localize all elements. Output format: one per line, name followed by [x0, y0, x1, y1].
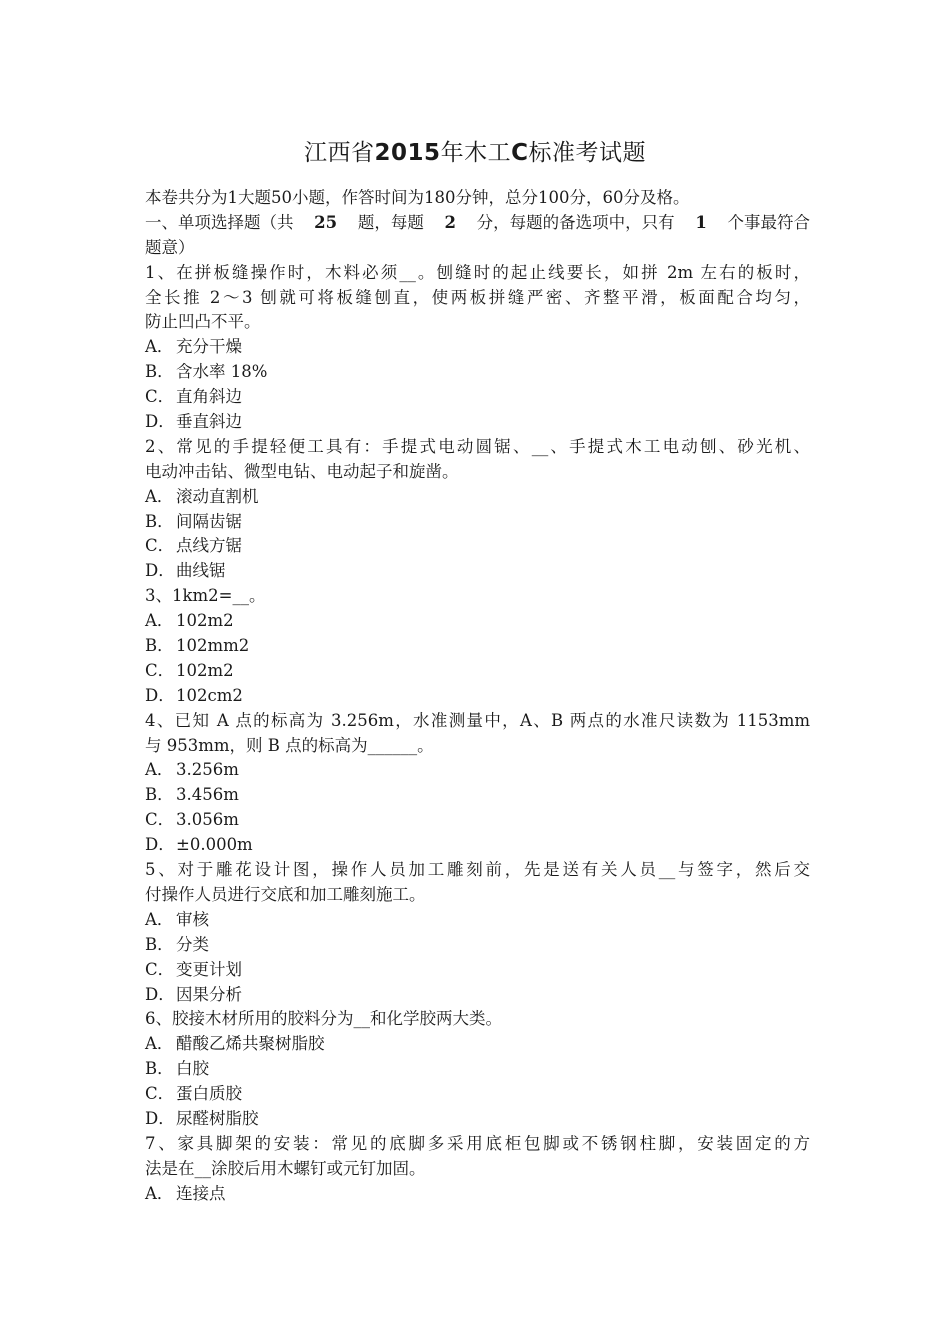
answer-option — [145, 783, 810, 808]
answer-option — [145, 958, 810, 983]
question-block — [145, 261, 810, 435]
option-text: ±0.000m — [176, 835, 253, 855]
question-text: 5、对于雕花设计图，操作人员加工雕刻前，先是送有关人员__与签字，然后交 — [145, 860, 810, 880]
option-letter: D． — [145, 1108, 175, 1128]
question-block — [145, 435, 810, 584]
question-text: 3、1km2=__。 — [145, 586, 266, 606]
title-part-1: 江西省 — [304, 140, 375, 166]
option-letter: C． — [145, 1084, 175, 1104]
answer-option — [145, 933, 810, 958]
option-text: 102cm2 — [176, 685, 243, 705]
option-text: 102mm2 — [176, 636, 250, 656]
question-block — [145, 1132, 810, 1207]
question-text: 法是在__涂胶后用木螺钉或元钉加固。 — [145, 1158, 426, 1178]
option-text: 尿醛树脂胶 — [176, 1108, 259, 1128]
title-part-5: 标准考试题 — [528, 140, 646, 166]
question-text: 与 953mm，则 B 点的标高为______。 — [145, 735, 434, 755]
answer-option — [145, 758, 810, 783]
section-answer-count: 1 — [695, 212, 707, 232]
answer-option — [145, 1182, 810, 1207]
option-letter: D． — [145, 984, 175, 1004]
document-body — [145, 186, 810, 1207]
option-text: 分类 — [176, 934, 209, 954]
question-block — [145, 584, 810, 708]
option-text: 直角斜边 — [176, 387, 242, 407]
option-text: 3.056m — [176, 810, 239, 830]
option-letter: B． — [145, 934, 174, 954]
option-letter: A． — [145, 909, 174, 929]
question-block — [145, 709, 810, 858]
option-text: 醋酸乙烯共聚树脂胶 — [176, 1034, 325, 1054]
option-letter: B． — [145, 636, 174, 656]
section-text: 一、单项选择题（共 — [145, 212, 294, 232]
answer-option — [145, 485, 810, 510]
title-grade: C — [511, 140, 529, 166]
answer-option — [145, 833, 810, 858]
option-letter: A． — [145, 337, 174, 357]
option-text: 3.256m — [176, 760, 239, 780]
section-heading — [145, 211, 810, 236]
section-text: 分，每题的备选项中，只有 — [476, 212, 675, 232]
question-text: 付操作人员进行交底和加工雕刻施工。 — [145, 884, 426, 904]
question-block — [145, 1007, 810, 1131]
answer-option — [145, 534, 810, 559]
title-year: 2015 — [374, 140, 441, 166]
answer-option — [145, 1082, 810, 1107]
question-text: 6、胶接木材所用的胶料分为__和化学胶两大类。 — [145, 1009, 502, 1029]
question-text: 防止凹凸不平。 — [145, 312, 261, 332]
option-text: 滚动直割机 — [176, 486, 259, 506]
answer-option — [145, 659, 810, 684]
answer-option — [145, 1107, 810, 1132]
answer-option — [145, 385, 810, 410]
question-list — [145, 261, 810, 1207]
option-letter: A． — [145, 611, 174, 631]
option-letter: C． — [145, 387, 175, 407]
option-letter: C． — [145, 536, 175, 556]
question-block — [145, 858, 810, 1007]
question-text: 电动冲击钻、微型电钻、电动起子和旋凿。 — [145, 461, 459, 481]
answer-option — [145, 908, 810, 933]
option-letter: B． — [145, 511, 174, 531]
option-text: 间隔齿锯 — [176, 511, 242, 531]
question-text: 7、家具脚架的安装：常见的底脚多采用底柜包脚或不锈钢柱脚，安装固定的方 — [145, 1133, 810, 1153]
option-letter: A． — [145, 1183, 174, 1203]
section-text: 个事最符合 — [727, 212, 810, 232]
exam-intro: 本卷共分为1大题50小题，作答时间为180分钟，总分100分，60分及格。 — [145, 188, 690, 207]
option-text: 审核 — [176, 909, 209, 929]
option-text: 蛋白质胶 — [176, 1084, 242, 1104]
answer-option — [145, 808, 810, 833]
option-letter: D． — [145, 835, 175, 855]
section-text: 题，每题 — [357, 212, 424, 232]
option-text: 垂直斜边 — [176, 412, 242, 432]
answer-option — [145, 1057, 810, 1082]
option-text: 白胶 — [176, 1059, 209, 1079]
question-text: 1、在拼板缝操作时，木料必须__。刨缝时的起止线要长，如拼 2m 左右的板时， — [145, 262, 810, 282]
option-letter: D． — [145, 685, 175, 705]
option-text: 变更计划 — [176, 959, 242, 979]
question-text: 4、已知 A 点的标高为 3.256m，水准测量中，A、B 两点的水准尺读数为 1153mm — [145, 710, 810, 730]
section-points: 2 — [444, 212, 456, 232]
title-part-3: 年木工 — [440, 140, 512, 166]
option-text: 102m2 — [176, 611, 234, 631]
option-letter: B． — [145, 362, 174, 382]
section-heading-cont: 题意） — [145, 237, 195, 257]
option-letter: B． — [145, 1059, 174, 1079]
answer-option — [145, 360, 810, 385]
option-text: 连接点 — [176, 1183, 226, 1203]
option-text: 充分干燥 — [176, 337, 242, 357]
answer-option — [145, 510, 810, 535]
option-letter: C． — [145, 810, 175, 830]
option-letter: D． — [145, 561, 175, 581]
option-text: 曲线锯 — [176, 561, 226, 581]
answer-option — [145, 1032, 810, 1057]
option-letter: A． — [145, 1034, 174, 1054]
answer-option — [145, 684, 810, 709]
question-text: 全长推 2～3 刨就可将板缝刨直，使两板拼缝严密、齐整平滑，板面配合均匀， — [145, 287, 810, 307]
option-letter: A． — [145, 486, 174, 506]
option-text: 102m2 — [176, 660, 234, 680]
option-letter: C． — [145, 959, 175, 979]
section-count: 25 — [314, 212, 338, 232]
option-letter: B． — [145, 785, 174, 805]
option-letter: A． — [145, 760, 174, 780]
question-text: 2、常见的手提轻便工具有：手提式电动圆锯、__、手提式木工电动刨、砂光机、 — [145, 436, 810, 456]
option-text: 点线方锯 — [176, 536, 242, 556]
option-text: 3.456m — [176, 785, 239, 805]
option-text: 因果分析 — [176, 984, 242, 1004]
document-title — [0, 138, 950, 168]
answer-option — [145, 410, 810, 435]
option-text: 含水率 18% — [176, 362, 268, 382]
answer-option — [145, 983, 810, 1008]
answer-option — [145, 634, 810, 659]
option-letter: D． — [145, 412, 175, 432]
answer-option — [145, 335, 810, 360]
answer-option — [145, 609, 810, 634]
answer-option — [145, 559, 810, 584]
option-letter: C． — [145, 660, 175, 680]
